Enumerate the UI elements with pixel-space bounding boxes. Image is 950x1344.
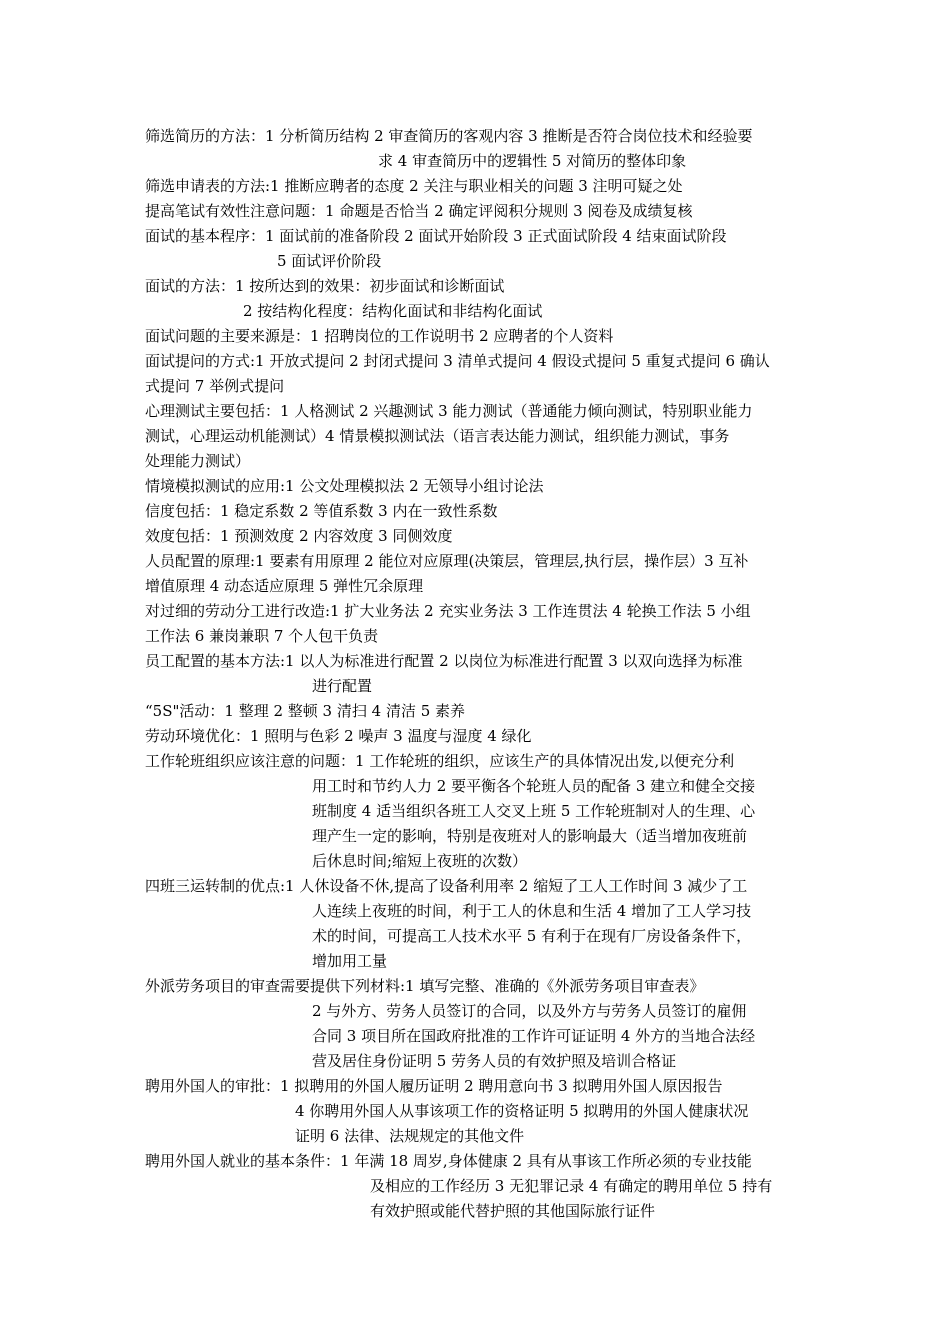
text-line: 劳动环境优化：1 照明与色彩 2 噪声 3 温度与湿度 4 绿化 [145, 727, 532, 745]
text-line: 筛选申请表的方法:1 推断应聘者的态度 2 关注与职业相关的问题 3 注明可疑之处 [145, 177, 683, 195]
text-line: 四班三运转制的优点:1 人休设备不休,提高了设备利用率 2 缩短了工人工作时间 3 减少了工 [145, 877, 748, 895]
text-line: 人员配置的原理:1 要素有用原理 2 能位对应原理(决策层，管理层,执行层，操作层）3 互补 [145, 552, 749, 570]
text-line: 后休息时间;缩短上夜班的次数） [312, 852, 528, 870]
text-line: 5 面试评价阶段 [277, 252, 382, 270]
text-line: 面试的基本程序：1 面试前的准备阶段 2 面试开始阶段 3 正式面试阶段 4 结束面试阶段 [145, 227, 727, 245]
text-line: 工作法 6 兼岗兼职 7 个人包干负责 [145, 627, 379, 645]
text-line: 增值原理 4 动态适应原理 5 弹性冗余原理 [145, 577, 424, 595]
text-line: 面试的方法：1 按所达到的效果：初步面试和诊断面试 [145, 277, 505, 295]
text-line: 心理测试主要包括：1 人格测试 2 兴趣测试 3 能力测试（普通能力倾向测试，特别职业能力 [145, 402, 753, 420]
text-line: “5S"活动：1 整理 2 整顿 3 清扫 4 清洁 5 素养 [145, 702, 466, 720]
text-line: 求 4 审查简历中的逻辑性 5 对简历的整体印象 [378, 152, 687, 170]
text-line: 增加用工量 [312, 952, 388, 970]
text-line: 聘用外国人就业的基本条件：1 年满 18 周岁,身体健康 2 具有从事该工作所必须的专业技能 [145, 1152, 752, 1170]
text-line: 员工配置的基本方法:1 以人为标准进行配置 2 以岗位为标准进行配置 3 以双向选择为标准 [145, 652, 743, 670]
text-line: 处理能力测试） [145, 452, 251, 470]
text-line: 效度包括：1 预测效度 2 内容效度 3 同侧效度 [145, 527, 453, 545]
text-line: 情境模拟测试的应用:1 公文处理模拟法 2 无领导小组讨论法 [145, 477, 544, 495]
text-line: 聘用外国人的审批：1 拟聘用的外国人履历证明 2 聘用意向书 3 拟聘用外国人原因报告 [145, 1077, 723, 1095]
text-line: 提高笔试有效性注意问题：1 命题是否恰当 2 确定评阅积分规则 3 阅卷及成绩复核 [145, 202, 693, 220]
text-line: 合同 3 项目所在国政府批准的工作许可证证明 4 外方的当地合法经 [312, 1027, 756, 1045]
text-line: 对过细的劳动分工进行改造:1 扩大业务法 2 充实业务法 3 工作连贯法 4 轮换工作法 5 小组 [145, 602, 751, 620]
text-line: 4 你聘用外国人从事该项工作的资格证明 5 拟聘用的外国人健康状况 [295, 1102, 749, 1120]
text-line: 理产生一定的影响，特别是夜班对人的影响最大（适当增加夜班前 [312, 827, 748, 845]
text-line: 营及居住身份证明 5 劳务人员的有效护照及培训合格证 [312, 1052, 677, 1070]
text-line: 人连续上夜班的时间，利于工人的休息和生活 4 增加了工人学习技 [312, 902, 752, 920]
text-line: 外派劳务项目的审查需要提供下列材料:1 填写完整、准确的《外派劳务项目审查表》 [145, 977, 705, 995]
text-line: 2 按结构化程度：结构化面试和非结构化面试 [243, 302, 543, 320]
text-line: 式提问 7 举例式提问 [145, 377, 285, 395]
text-line: 面试问题的主要来源是：1 招聘岗位的工作说明书 2 应聘者的个人资料 [145, 327, 614, 345]
text-line: 测试，心理运动机能测试）4 情景模拟测试法（语言表达能力测试，组织能力测试，事务 [145, 427, 730, 445]
text-line: 进行配置 [312, 677, 373, 695]
text-line: 工作轮班组织应该注意的问题：1 工作轮班的组织，应该生产的具体情况出发,以便充分利 [145, 752, 735, 770]
text-line: 班制度 4 适当组织各班工人交叉上班 5 工作轮班制对人的生理、心 [312, 802, 756, 820]
text-line: 及相应的工作经历 3 无犯罪记录 4 有确定的聘用单位 5 持有 [370, 1177, 773, 1195]
text-line: 证明 6 法律、法规规定的其他文件 [295, 1127, 525, 1145]
text-line: 有效护照或能代替护照的其他国际旅行证件 [370, 1202, 656, 1220]
text-line: 2 与外方、劳务人员签订的合同，以及外方与劳务人员签订的雇佣 [312, 1002, 747, 1020]
text-line: 筛选简历的方法：1 分析简历结构 2 审查简历的客观内容 3 推断是否符合岗位技术和经验要 [145, 127, 753, 145]
text-line: 术的时间，可提高工人技术水平 5 有利于在现有厂房设备条件下， [312, 927, 752, 945]
text-line: 面试提问的方式:1 开放式提问 2 封闭式提问 3 清单式提问 4 假设式提问 5 重复式提问 6 确认 [145, 352, 770, 370]
text-line: 用工时和节约人力 2 要平衡各个轮班人员的配备 3 建立和健全交接 [312, 777, 756, 795]
text-line: 信度包括：1 稳定系数 2 等值系数 3 内在一致性系数 [145, 502, 498, 520]
